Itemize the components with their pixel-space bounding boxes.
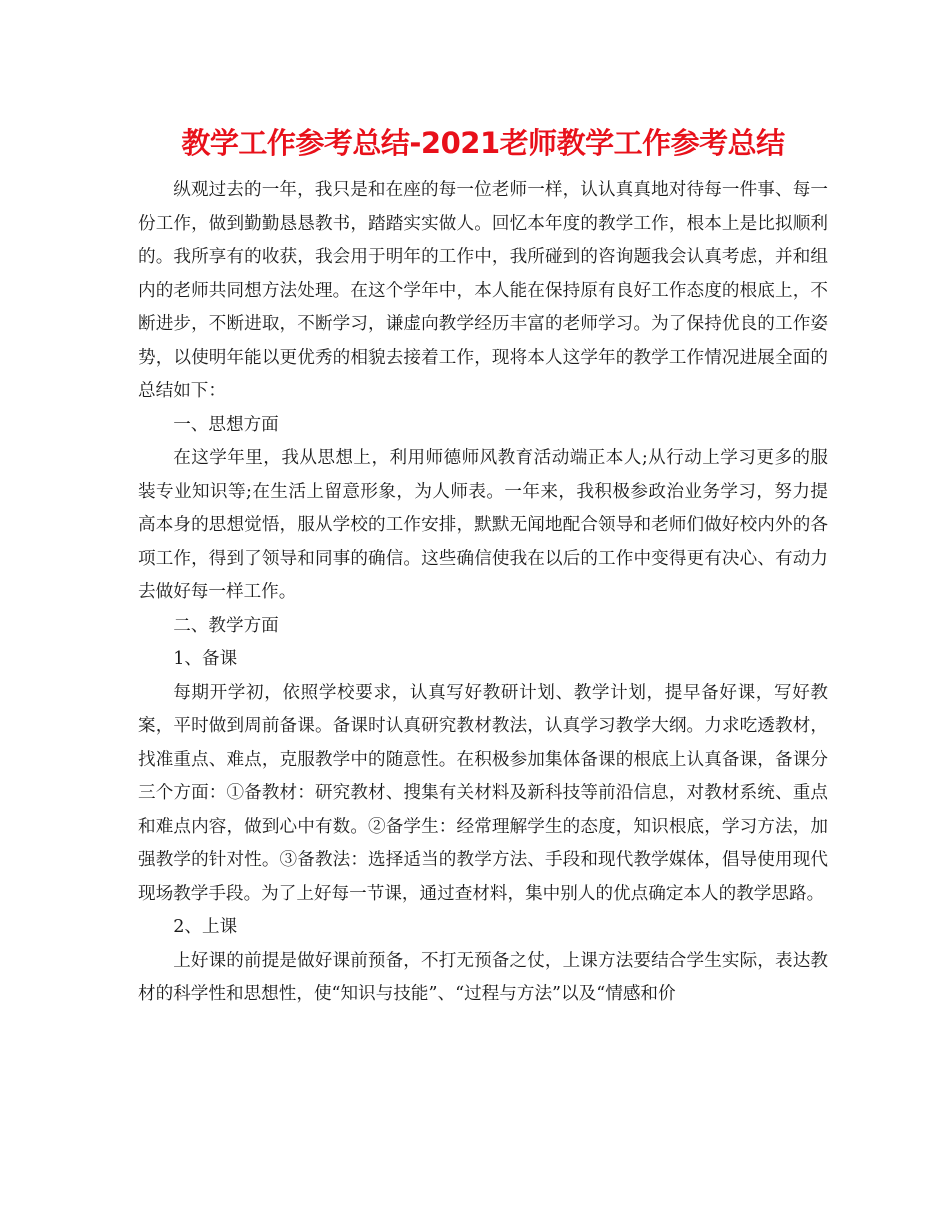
body-paragraph: 纵观过去的一年，我只是和在座的每一位老师一样，认认真真地对待每一件事、每一份工作，做到勤勤恳恳教书，踏踏实实做人。回忆本年度的教学工作，根本上是比拟顺利的。我所享有的收获，我会用于明年的工作中，我所碰到的咨询题我会认真考虑，并和组内的老师共同想方法处理。在这个学年中，本人能在保持原有良好工作态度的根底上，不断进步，不断进取，不断学习，谦虚向教学经历丰富的老师学习。为了保持优良的工作姿势，以使明年能以更优秀的相貌去接着工作，现将本人这学年的教学工作情况进展全面的总结如下： — [138, 180, 828, 401]
body-paragraph: 每期开学初，依照学校要求，认真写好教研计划、教学计划，提早备好课，写好教案，平时做到周前备课。备课时认真研究教材教法，认真学习教学大纲。力求吃透教材，找准重点、难点，克服教学中的随意性。在积极参加集体备课的根底上认真备课，备课分三个方面：①备教材：研究教材、搜集有关材料及新科技等前沿信息，对教材系统、重点和难点内容，做到心中有数。②备学生：经常理解学生的态度，知识根底，学习方法，加强教学的针对性。③备教法：选择适当的教学方法、手段和现代教学媒体，倡导使用现代现场教学手段。为了上好每一节课，通过查材料，集中别人的优点确定本人的教学思路。 — [138, 682, 828, 904]
section-heading: 一、思想方面 — [173, 414, 279, 435]
body-paragraph: 在这学年里，我从思想上，利用师德师风教育活动端正本人;从行动上学习更多的服装专业知识等;在生活上留意形象，为人师表。一年来，我积极参政治业务学习，努力提高本身的思想觉悟，服从学校的工作安排，默默无闻地配合领导和老师们做好校内外的各项工作，得到了领导和同事的确信。这些确信使我在以后的工作中变得更有决心、有动力去做好每一样工作。 — [138, 448, 828, 602]
body-paragraph: 上好课的前提是做好课前预备，不打无预备之仗，上课方法要结合学生实际，表达教材的科学性和思想性，使“知识与技能”、“过程与方法”以及“情感和价 — [138, 950, 828, 1004]
document-body — [138, 174, 828, 1012]
section-heading: 1、备课 — [173, 649, 238, 669]
document-title: 教学工作参考总结-2021老师教学工作参考总结 — [181, 126, 785, 160]
section-heading: 二、教学方面 — [173, 615, 279, 636]
section-heading: 2、上课 — [173, 917, 238, 937]
document-page — [138, 118, 828, 1012]
